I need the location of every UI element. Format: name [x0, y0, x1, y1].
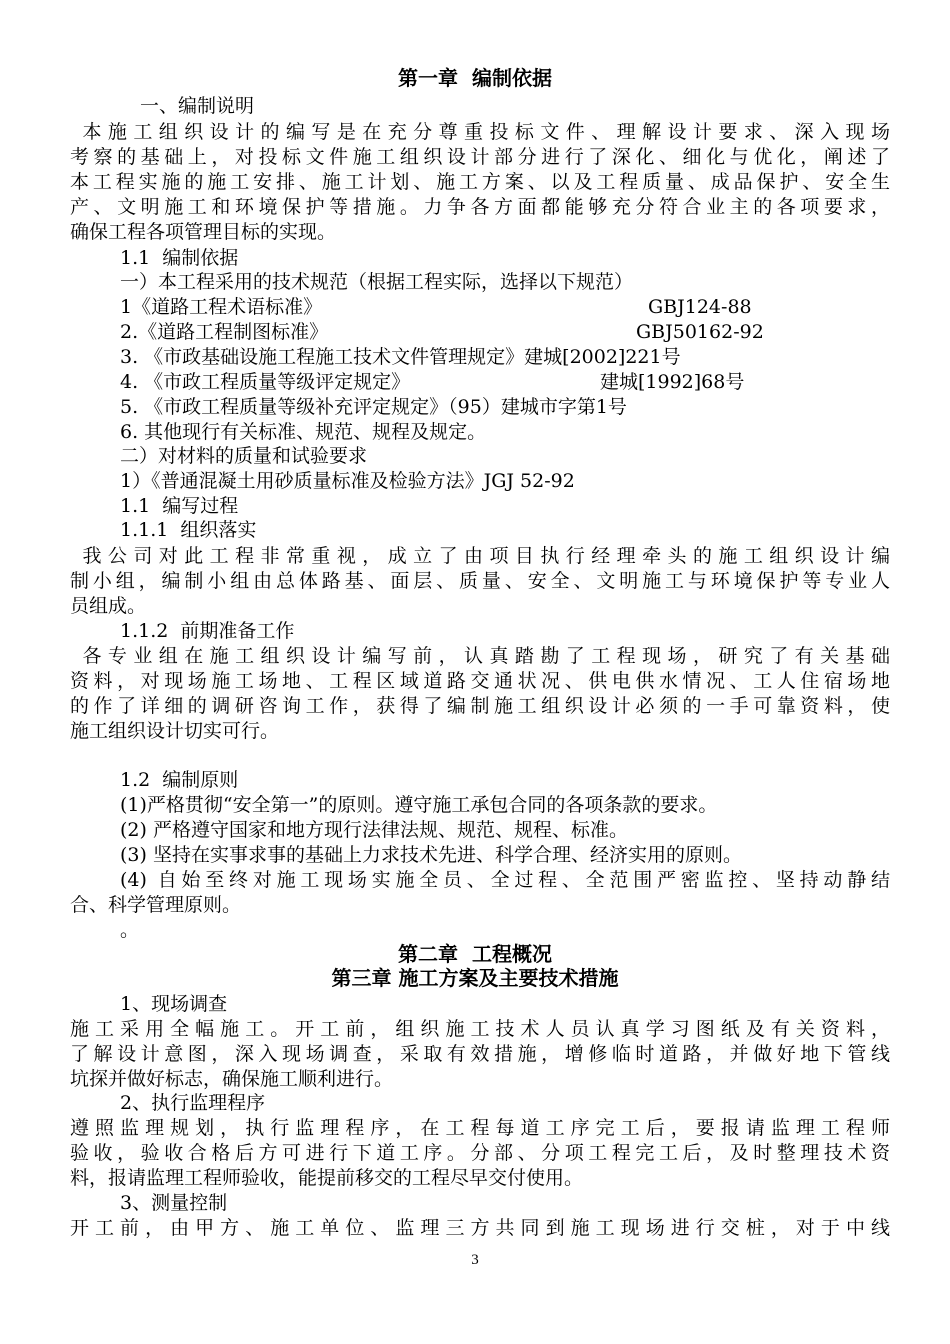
s1-line: 坑探并做好标志，确保施工顺利进行。: [70, 1068, 394, 1090]
section-1-2-heading: 1.2 编制原则: [120, 769, 239, 791]
chapter-2-title: 第二章 工程概况: [398, 942, 552, 966]
s1-heading: 1、现场调查: [120, 993, 228, 1015]
page-number: 3: [471, 1252, 479, 1268]
standard-item: 2.《道路工程制图标准》: [120, 321, 329, 343]
section-description-heading: 一、编制说明: [140, 95, 255, 117]
intro-line: 本施工组织设计的编写是在充分尊重投标文件、理解设计要求、深入现场: [70, 121, 890, 143]
principle-item: (3) 坚持在实事求事的基础上力求技术先进、科学合理、经济实用的原则。: [120, 844, 742, 866]
principle-item: (2) 严格遵守国家和地方现行法律法规、规范、规程、标准。: [120, 819, 628, 841]
intro-line: 本工程实施的施工安排、施工计划、施工方案、以及工程质量、成品保护、安全生: [70, 171, 890, 193]
s3-heading: 3、测量控制: [120, 1192, 228, 1214]
standard-item: 3. 《市政基础设施工程施工技术文件管理规定》建城[2002]221号: [120, 346, 681, 368]
chapter-1-title: 第一章 编制依据: [398, 66, 552, 90]
s2-heading: 2、执行监理程序: [120, 1092, 266, 1114]
standard-code: 建城[1992]68号: [600, 371, 745, 393]
org-line: 员组成。: [70, 595, 147, 617]
chapter-3-title: 第三章 施工方案及主要技术措施: [331, 966, 619, 990]
prep-line: 资料，对现场施工场地、工程区域道路交通状况、供电供水情况、工人住宿场地: [70, 670, 890, 692]
prep-line: 的作了详细的调研咨询工作，获得了编制施工组织设计必须的一手可靠资料，使: [70, 695, 890, 717]
s2-line: 验收，验收合格后方可进行下道工序。分部、分项工程完工后，及时整理技术资: [70, 1142, 890, 1164]
section-process-heading: 1.1 编写过程: [120, 495, 239, 517]
standard-code: GBJ124-88: [648, 296, 752, 318]
standard-item: 4. 《市政工程质量等级评定规定》: [120, 371, 411, 393]
section-1-1-1-heading: 1.1.1 组织落实: [120, 519, 257, 541]
s1-line: 施工采用全幅施工。开工前，组织施工技术人员认真学习图纸及有关资料，: [70, 1018, 890, 1040]
principle-item: 合、科学管理原则。: [70, 894, 242, 916]
s2-line: 料，报请监理工程师验收，能提前移交的工程尽早交付使用。: [70, 1167, 584, 1189]
material-item: 1）《普通混凝土用砂质量标准及检验方法》JGJ 52-92: [120, 470, 575, 492]
intro-line: 考察的基础上，对投标文件施工组织设计部分进行了深化、细化与优化，阐述了: [70, 146, 890, 168]
section-1-1-heading: 1.1 编制依据: [120, 247, 239, 269]
principle-item: (4) 自始至终对施工现场实施全员、全过程、全范围严密监控、坚持动静结: [120, 869, 890, 891]
stray-mark: 。: [120, 919, 140, 941]
section-1-1-2-heading: 1.1.2 前期准备工作: [120, 620, 295, 642]
intro-line: 确保工程各项管理目标的实现。: [70, 221, 337, 243]
prep-line: 施工组织设计切实可行。: [70, 720, 280, 742]
intro-line: 产、文明施工和环境保护等措施。力争各方面都能够充分符合业主的各项要求，: [70, 196, 890, 218]
s3-line: 开工前，由甲方、施工单位、监理三方共同到施工现场进行交桩，对于中线: [70, 1217, 890, 1239]
standard-item: 1《道路工程术语标准》: [120, 296, 323, 318]
standard-item: 6. 其他现行有关标准、规范、规程及规定。: [120, 421, 487, 443]
standard-code: GBJ50162-92: [636, 321, 764, 343]
materials-heading: 二）对材料的质量和试验要求: [120, 445, 368, 467]
org-line: 制小组，编制小组由总体路基、面层、质量、安全、文明施工与环境保护等专业人: [70, 570, 890, 592]
s2-line: 遵照监理规划，执行监理程序，在工程每道工序完工后，要报请监理工程师: [70, 1117, 890, 1139]
standards-heading: 一）本工程采用的技术规范（根据工程实际，选择以下规范）: [120, 271, 634, 293]
org-line: 我公司对此工程非常重视，成立了由项目执行经理牵头的施工组织设计编: [70, 545, 890, 567]
s1-line: 了解设计意图，深入现场调查，采取有效措施，增修临时道路，并做好地下管线: [70, 1043, 890, 1065]
principle-item: (1)严格贯彻“安全第一”的原则。遵守施工承包合同的各项条款的要求。: [120, 794, 718, 816]
prep-line: 各专业组在施工组织设计编写前，认真踏勘了工程现场，研究了有关基础: [70, 645, 890, 667]
standard-item: 5. 《市政工程质量等级补充评定规定》（95）建城市字第1号: [120, 396, 627, 418]
